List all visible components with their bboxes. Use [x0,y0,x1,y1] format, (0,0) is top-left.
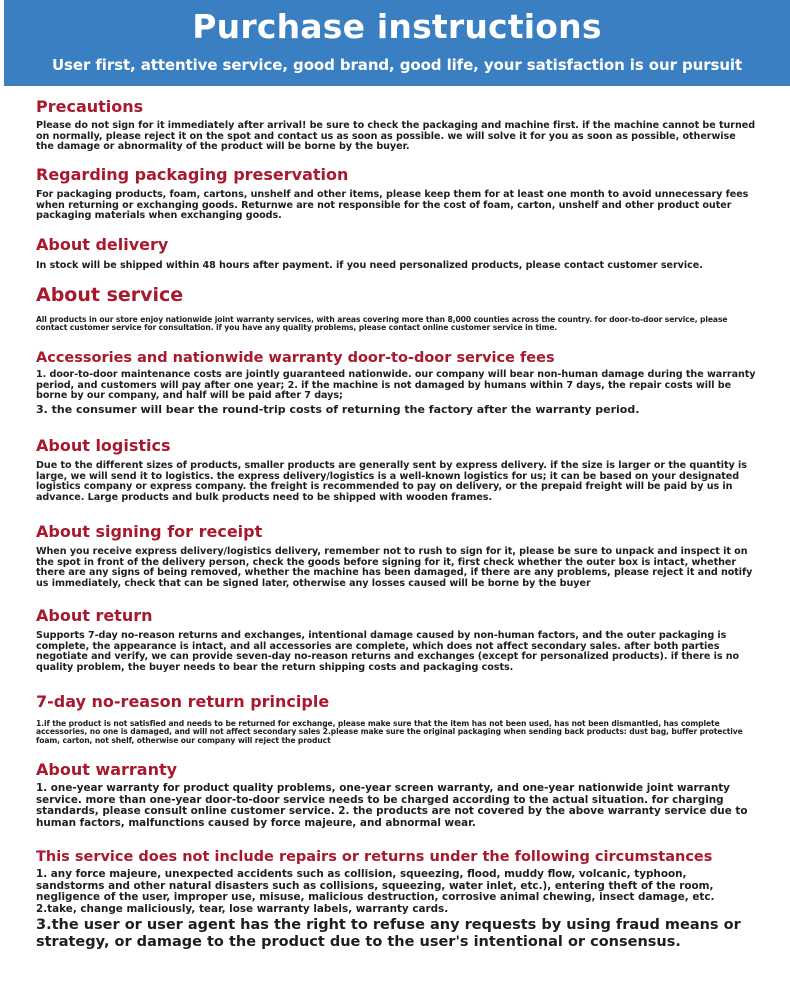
section-body: 1. one-year warranty for product quality problems, one-year screen warranty, and one-year nationwide joint warranty service. more than one-year door-to-door service needs to be charged according to the actual situation. for charging standards, please consult online customer service. 2. the products are not covered by the above warranty service due to human factors, malfunctions caused by force majeure, and abnormal wear. [36,782,748,829]
section-heading: About signing for receipt [36,522,263,541]
section-body-item-3: 3. the consumer will bear the round-trip costs of returning the factory after the warranty period. [36,402,640,416]
section-heading: About logistics [36,436,171,455]
section-warranty [36,760,756,829]
section-body: 1. door-to-door maintenance costs are jointly guaranteed nationwide. our company will bear non-human damage during the warranty period, and customers will pay after one year; 2. if the machine is not damaged by humans within 7 days, the repair costs will be borne by our company, and half will be paid after 7 days; [36,369,756,402]
section-delivery [36,235,756,272]
header-banner [4,0,790,86]
section-heading: Regarding packaging preservation [36,165,349,184]
section-heading: About return [36,606,153,625]
section-heading: This service does not include repairs or returns under the following circumstances [36,849,713,865]
page-subtitle: User first, attentive service, good brand, good life, your satisfaction is our pursuit [51,56,743,74]
section-body: All products in our store enjoy nationwide joint warranty services, with areas covering more than 8,000 counties across the country. for door-to-door service, please contact customer service for consultation. if you have any quality problems, please contact online customer service in time. [36,315,728,333]
page-title: Purchase instructions [192,7,602,46]
section-body: Supports 7-day no-reason returns and exchanges, intentional damage caused by non-human factors, and the outer packaging is complete, the appearance is intact, and all accessories are complete, which does not affect secondary sales. after both parties negotiate and verify, we can provide seven-day no-reason returns and exchanges (except for personalized products). if there is no quality problem, the buyer needs to bear the return shipping costs and packaging costs. [36,630,740,673]
section-body: When you receive express delivery/logistics delivery, remember not to rush to sign for it, please be sure to unpack and inspect it on the spot in front of the delivery person, check the goods before signing for it, first check whether the outer box is intact, whether there are any signs of being removed, whether the machine has been damaged, if there are any problems, please reject it and notify us immediately, check that can be signed later, otherwise any losses caused will be borne by the buyer [36,546,753,589]
section-precautions [36,97,756,153]
section-body: For packaging products, foam, cartons, unshelf and other items, please keep them for at least one month to avoid unnecessary fees when returning or exchanging goods. Returnwe are not responsible for the cost of foam, carton, unshelf and other product outer packaging materials when exchanging goods. [36,189,749,222]
section-heading: About delivery [36,235,169,254]
section-heading: About service [36,284,184,306]
section-heading: Precautions [36,97,144,116]
section-body: Please do not sign for it immediately after arrival! be sure to check the packaging and machine first. if the machine cannot be turned on normally, please reject it on the spot and contact us as soon as possible. we will solve it for you as soon as possible, otherwise the damage or abnormality of the product will be borne by the buyer. [36,120,756,153]
section-logistics [36,436,756,503]
section-accessories [36,348,756,416]
section-return [36,606,756,673]
section-body: 1.if the product is not satisfied and needs to be returned for exchange, please make sure that the item has not been used, has not been dismantled, has complete accessories, no one is damaged, and will not affect secondary sales 2.please make sure the original packaging when sending back products: dust bag, buffer protective foam, carton, not shelf, otherwise our company will reject the product [36,719,743,745]
section-body: In stock will be shipped within 48 hours after payment. if you need personalized products, please contact customer service. [36,260,703,271]
section-body: Due to the different sizes of products, smaller products are generally sent by express delivery. if the size is larger or the quantity is large, we will send it to logistics. the express delivery/logistics is a well-known logistics for us; it can be based on your designated logistics company or express company. the freight is recommended to pay on delivery, or the prepaid freight will be paid by us in advance. Large products and bulk products need to be shipped with wooden frames. [36,460,747,503]
section-heading: About warranty [36,760,178,779]
section-body-item-3: 3.the user or user agent has the right to refuse any requests by using fraud means or strategy, or damage to the product due to the user's intentional or consensus. [36,917,741,951]
section-signing [36,522,756,589]
section-body: 1. any force majeure, unexpected accidents such as collision, squeezing, flood, muddy flow, volcanic, typhoon, sandstorms and other natural disasters such as collisions, squeezing, water inlet, etc.), entering theft of the room, negligence of the user, improper use, misuse, malicious destruction, corrosive animal chewing, insect damage, etc. 2.take, change maliciously, tear, lose warranty labels, warranty cards. [36,868,715,915]
section-heading: Accessories and nationwide warranty door-to-door service fees [36,350,555,366]
section-service [36,283,756,333]
section-exclusions [36,847,756,951]
section-seven-day-return [36,692,756,745]
section-packaging [36,165,756,222]
section-heading: 7-day no-reason return principle [36,692,330,711]
